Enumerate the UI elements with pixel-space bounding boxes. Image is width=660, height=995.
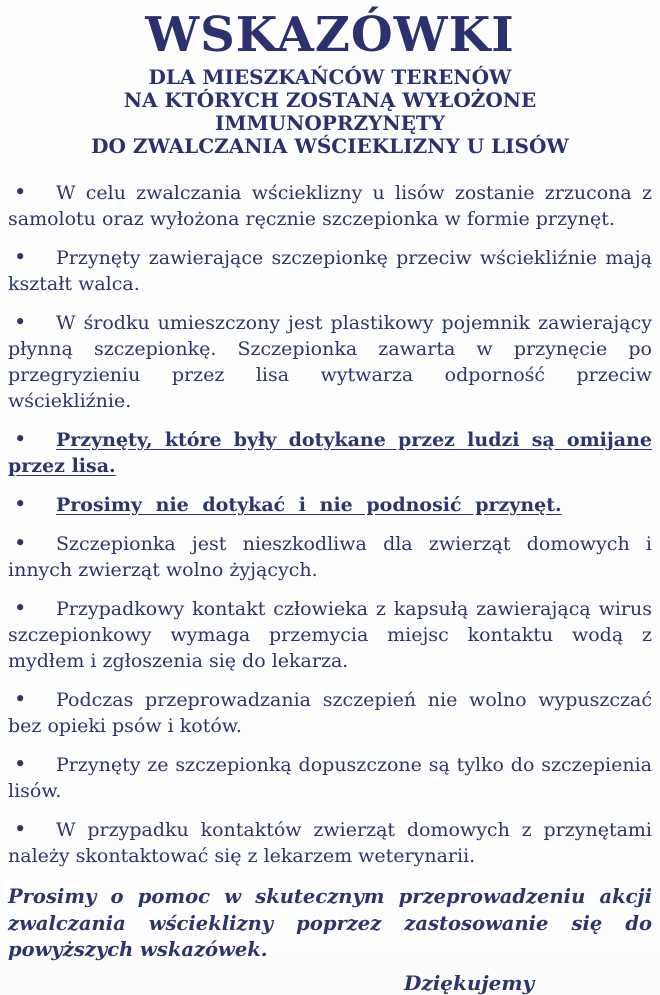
bullet-icon: • — [14, 245, 27, 269]
list-item-text: Przypadkowy kontakt człowieka z kapsułą zawierającą wirus szczepionkowy wymaga przemycia miejsc kontaktu wodą z mydłem i zgłoszenia się do lekarza. — [8, 598, 652, 672]
bullet-icon: • — [14, 180, 27, 204]
bullet-icon: • — [14, 427, 27, 451]
closing-paragraph: Prosimy o pomoc w skutecznym przeprowadzeniu akcji zwalczania wścieklizny poprzez zastosowanie się do powyższych wskazówek. — [8, 885, 652, 961]
list-item-text: W celu zwalczania wścieklizny u lisów zostanie zrzucona z samolotu oraz wyłożona ręcznie szczepionka w formie przynęt. — [8, 182, 652, 230]
list-item-text: Przynęty, które były dotykane przez ludzi są omijane przez lisa. — [8, 429, 652, 477]
list-item-text: W przypadku kontaktów zwierząt domowych z przynętami należy skontaktować się z lekarzem weterynarii. — [8, 819, 652, 867]
list-item — [8, 245, 652, 297]
list-item — [8, 752, 652, 804]
thanks-signature: Dziękujemy — [404, 970, 535, 995]
page-title: WSKAZÓWKI — [145, 7, 515, 63]
subtitle-line-1: DLA MIESZKAŃCÓW TERENÓW — [148, 65, 512, 89]
bullet-icon: • — [14, 596, 27, 620]
list-item — [8, 310, 652, 414]
list-item-text: Podczas przeprowadzania szczepień nie wolno wypuszczać bez opieki psów i kotów. — [8, 689, 652, 737]
list-item-emphasized — [8, 427, 652, 479]
list-item — [8, 687, 652, 739]
subtitle-line-2: NA KTÓRYCH ZOSTANĄ WYŁOŻONE IMMUNOPRZYNĘTY — [123, 88, 537, 135]
bullet-icon: • — [14, 492, 27, 516]
bullet-list — [8, 180, 652, 869]
list-item — [8, 817, 652, 869]
list-item-text: Szczepionka jest nieszkodliwa dla zwierząt domowych i innych zwierząt wolno żyjących. — [8, 533, 652, 581]
bullet-icon: • — [14, 687, 27, 711]
list-item-text: Przynęty zawierające szczepionkę przeciw wściekliźnie mają kształt walca. — [8, 247, 652, 295]
list-item — [8, 180, 652, 232]
list-item-text: Prosimy nie dotykać i nie podnosić przynęt. — [56, 494, 562, 516]
subtitle-line-3: DO ZWALCZANIA WŚCIEKLIZNY U LISÓW — [91, 134, 569, 158]
bullet-icon: • — [14, 817, 27, 841]
list-item — [8, 596, 652, 674]
list-item — [8, 531, 652, 583]
bullet-icon: • — [14, 752, 27, 776]
list-item-text: Przynęty ze szczepionką dopuszczone są tylko do szczepienia lisów. — [8, 754, 652, 802]
bullet-icon: • — [14, 531, 27, 555]
list-item-emphasized — [8, 492, 652, 518]
list-item-text: W środku umieszczony jest plastikowy pojemnik zawierający płynną szczepionkę. Szczepionka zawarta w przynęcie po przegryzieniu przez lisa wytwarza odporność przeciw wściekliźnie. — [8, 312, 652, 412]
bullet-icon: • — [14, 310, 27, 334]
